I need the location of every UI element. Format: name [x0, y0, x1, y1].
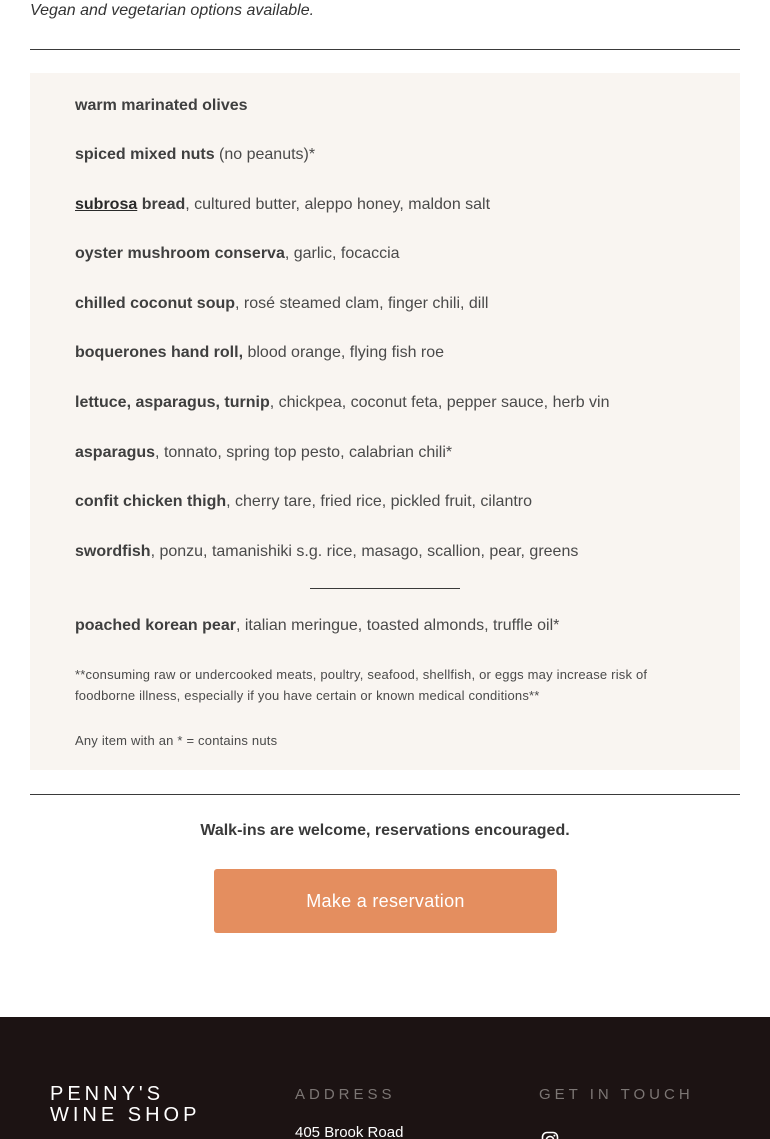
- menu-item: [75, 393, 609, 413]
- divider-top: [30, 49, 740, 50]
- subrosa-link[interactable]: subrosa: [75, 196, 138, 213]
- dessert-item: [75, 616, 559, 636]
- address-line: 405 Brook Road: [295, 1124, 404, 1139]
- dietary-note: Vegan and vegetarian options available.: [30, 2, 315, 19]
- menu-item-desc: , cultured butter, aleppo honey, maldon salt: [185, 196, 491, 213]
- footer-logo[interactable]: [50, 1084, 200, 1126]
- menu-item-name: warm marinated olives: [75, 97, 248, 114]
- contact-heading: GET IN TOUCH: [539, 1086, 694, 1103]
- nut-allergy-note: Any item with an * = contains nuts: [75, 733, 278, 748]
- menu-item-desc: , rosé steamed clam, finger chili, dill: [235, 295, 489, 312]
- menu-item: [75, 492, 532, 512]
- menu-item-desc: , garlic, focaccia: [284, 245, 400, 262]
- menu-item-name: asparagus: [75, 444, 156, 461]
- menu-item-desc: , ponzu, tamanishiki s.g. rice, masago, scallion, pear, greens: [150, 543, 579, 560]
- food-safety-warning: **consuming raw or undercooked meats, poultry, seafood, shellfish, or eggs may increase risk of foodborne illness, especially if you have certain or known medical conditions**: [75, 667, 648, 703]
- menu-item-desc: , tonnato, spring top pesto, calabrian chili*: [155, 444, 453, 461]
- instagram-icon[interactable]: [541, 1131, 559, 1139]
- menu-item-name: oyster mushroom conserva: [75, 245, 285, 262]
- dessert-divider: [310, 588, 460, 589]
- menu-item: [75, 294, 488, 314]
- menu-item-desc: (no peanuts)*: [214, 146, 316, 163]
- menu-item: [75, 145, 315, 165]
- footer: [0, 1017, 770, 1139]
- menu-item: [75, 244, 400, 264]
- menu-item: [75, 542, 578, 562]
- menu-item-name: chilled coconut soup: [75, 295, 236, 312]
- menu-item-desc: , italian meringue, toasted almonds, truffle oil*: [235, 617, 560, 634]
- menu-item: [75, 96, 248, 116]
- menu-item: [75, 443, 452, 463]
- menu-item-name: swordfish: [75, 543, 151, 560]
- menu-item-name: lettuce, asparagus, turnip: [75, 394, 270, 411]
- menu-item-name: boquerones hand roll,: [75, 344, 244, 361]
- menu-item-desc: blood orange, flying fish roe: [243, 344, 445, 361]
- menu-item-desc: , chickpea, coconut feta, pepper sauce, herb vin: [269, 394, 610, 411]
- walkins-text: Walk-ins are welcome, reservations encouraged.: [200, 822, 570, 839]
- address-heading: ADDRESS: [295, 1086, 396, 1103]
- menu-item: [75, 195, 490, 215]
- menu-item: [75, 343, 444, 363]
- brand-line-1: PENNY'S: [50, 1083, 165, 1105]
- menu-item-desc: , cherry tare, fried rice, pickled fruit, cilantro: [226, 493, 533, 510]
- menu-item-name: confit chicken thigh: [75, 493, 227, 510]
- make-reservation-button[interactable]: Make a reservation: [214, 869, 557, 933]
- menu-item-name: bread: [137, 196, 186, 213]
- brand-line-2: WINE SHOP: [50, 1104, 201, 1126]
- menu-item-name: poached korean pear: [75, 617, 236, 634]
- menu-item-name: spiced mixed nuts: [75, 146, 215, 163]
- divider-bottom: [30, 794, 740, 795]
